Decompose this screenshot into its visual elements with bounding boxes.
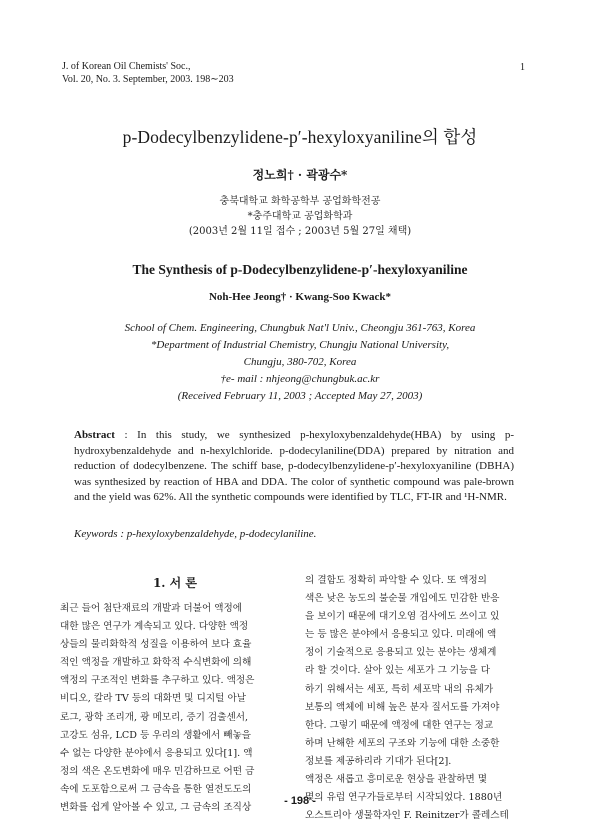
journal-volume: Vol. 20, No. 3. September, 2003. 198∼203 [62,74,234,85]
text-line: 의 결함도 정확히 파악할 수 있다. 또 액정의 [305,575,487,586]
footer-page-number: - 198 - [284,795,316,807]
text-line: 보통의 액체에 비해 높은 분자 질서도를 가져야 [305,701,500,713]
text-line: 속에 도포함으로써 그 금속을 통한 열전도도의 [60,783,252,795]
text-line: 비디오, 칼라 TV 등의 대화면 및 디지털 아날 [60,693,247,705]
text-line: 는 등 많은 분야에서 응용되고 있다. 미래에 액 [305,629,497,641]
journal-name: J. of Korean Oil Chemists' Soc., [62,61,191,72]
korean-affiliation-2: *충주대학교 공업화학과 [247,211,353,222]
english-dates: (Received February 11, 2003 ; Accepted May 27, 2003) [177,390,423,402]
text-line: 을 보이기 때문에 대기오염 검사에도 쓰이고 있 [305,611,500,623]
text-line: 오스트리아 생물학자인 F. Reinitzer가 콜레스테 [305,810,509,822]
text-line: 정이 기술적으로 응용되고 있는 분야는 생체계 [305,647,497,659]
english-affiliation-2: *Department of Industrial Chemistry, Chungju National University, [150,339,450,351]
text-line: 최근 들어 첨단재료의 개발과 더불어 액정에 [60,603,243,614]
text-line: 변화를 쉽게 알아볼 수 있고, 그 금속의 조직상 [60,802,252,814]
text-line: 수 없는 다양한 분야에서 응용되고 있다[1]. 액 [60,747,253,759]
abstract [74,428,514,506]
text-line: 라 할 것이다. 살아 있는 세포가 그 기능을 다 [305,665,490,677]
left-column [60,600,290,817]
text-line: 적인 액정을 개발하고 화학적 수식변화에 의해 [60,657,252,669]
text-line: 액정의 구조적인 변화를 추구하고 있다. 액정은 [60,675,255,687]
text-line: 색은 낮은 농도의 불순물 개입에도 민감한 반응 [305,593,500,605]
english-authors: Noh-Hee Jeong† · Kwang-Soo Kwack* [208,291,392,303]
korean-authors: 정노희† · 곽광수* [252,168,348,182]
korean-title: p-Dodecylbenzylidene-p′-hexyloxyaniline의 합성 [122,127,478,147]
text-line: 정보를 제공하리라 기대가 된다[2]. [305,755,452,767]
text-line: 대한 많은 연구가 계속되고 있다. 다양한 액정 [60,621,249,633]
right-column [305,572,535,825]
text-line: 한다. 그렇기 때문에 액정에 대한 연구는 정교 [305,719,494,731]
korean-dates: (2003년 2월 11일 접수 ; 2003년 5월 27일 채택) [188,226,412,237]
abstract-text: : In this study, we synthesized p-hexyloxybenzaldehyde(HBA) by using p-hydroxybenzaldehyde and n-hexylchloride. p-dodecylaniline(DDA) prepared by nitration and reduction of dodecylbenzene. The schiff base, p-dodecylbenzylidene-p′-hexyloxyaniline (DBHA) was synthesized by reaction of HBA and DDA. The color of synthetic compound was pale-brown and the yield was 62%. All the synthetic compounds were identified by TLC, FT-IR and ¹H-NMR. [74,429,514,504]
korean-affiliation-1: 충북대학교 화학공학부 공업화학전공 [219,196,381,207]
english-affiliation-3: Chungju, 380-702, Korea [243,356,357,368]
text-line: 정의 색은 온도변화에 매우 민감하므로 어떤 금 [60,765,255,777]
english-title: The Synthesis of p-Dodecylbenzylidene-p′-hexyloxyaniline [132,262,468,277]
english-email: †e- mail : nhjeong@chungbuk.ac.kr [220,373,380,385]
english-affiliation-1: School of Chem. Engineering, Chungbuk Nat'l Univ., Cheongju 361-763, Korea [124,322,476,334]
text-line: 하며 난해한 세포의 구조와 기능에 대한 소중한 [305,737,500,749]
header-page-number: 1 [520,62,525,73]
text-line: 하기 위해서는 세포, 특히 세포막 내의 유체가 [305,683,494,695]
journal-citation [62,60,234,86]
abstract-label: Abstract [74,429,115,441]
text-line: 고강도 섬유, LCD 등 우리의 생활에서 빼놓을 [60,729,252,741]
text-line: 몇의 유럽 연구가들로부터 시작되었다. 1880년 [305,792,503,804]
korean-affiliations [0,194,600,239]
section-title: 1. 서 론 [152,576,198,590]
keywords: Keywords : p-hexyloxybenzaldehyde, p-dodecylaniline. [74,528,317,540]
text-line: 로그, 광학 조리개, 광 메모리, 증기 검출센서, [60,711,249,723]
english-affiliations [0,320,600,405]
text-line: 액정은 새롭고 흥미로운 현상을 관찰하면 몇 [305,774,488,786]
text-line: 상들의 물리화학적 성질을 이용하여 보다 효율 [60,639,252,651]
